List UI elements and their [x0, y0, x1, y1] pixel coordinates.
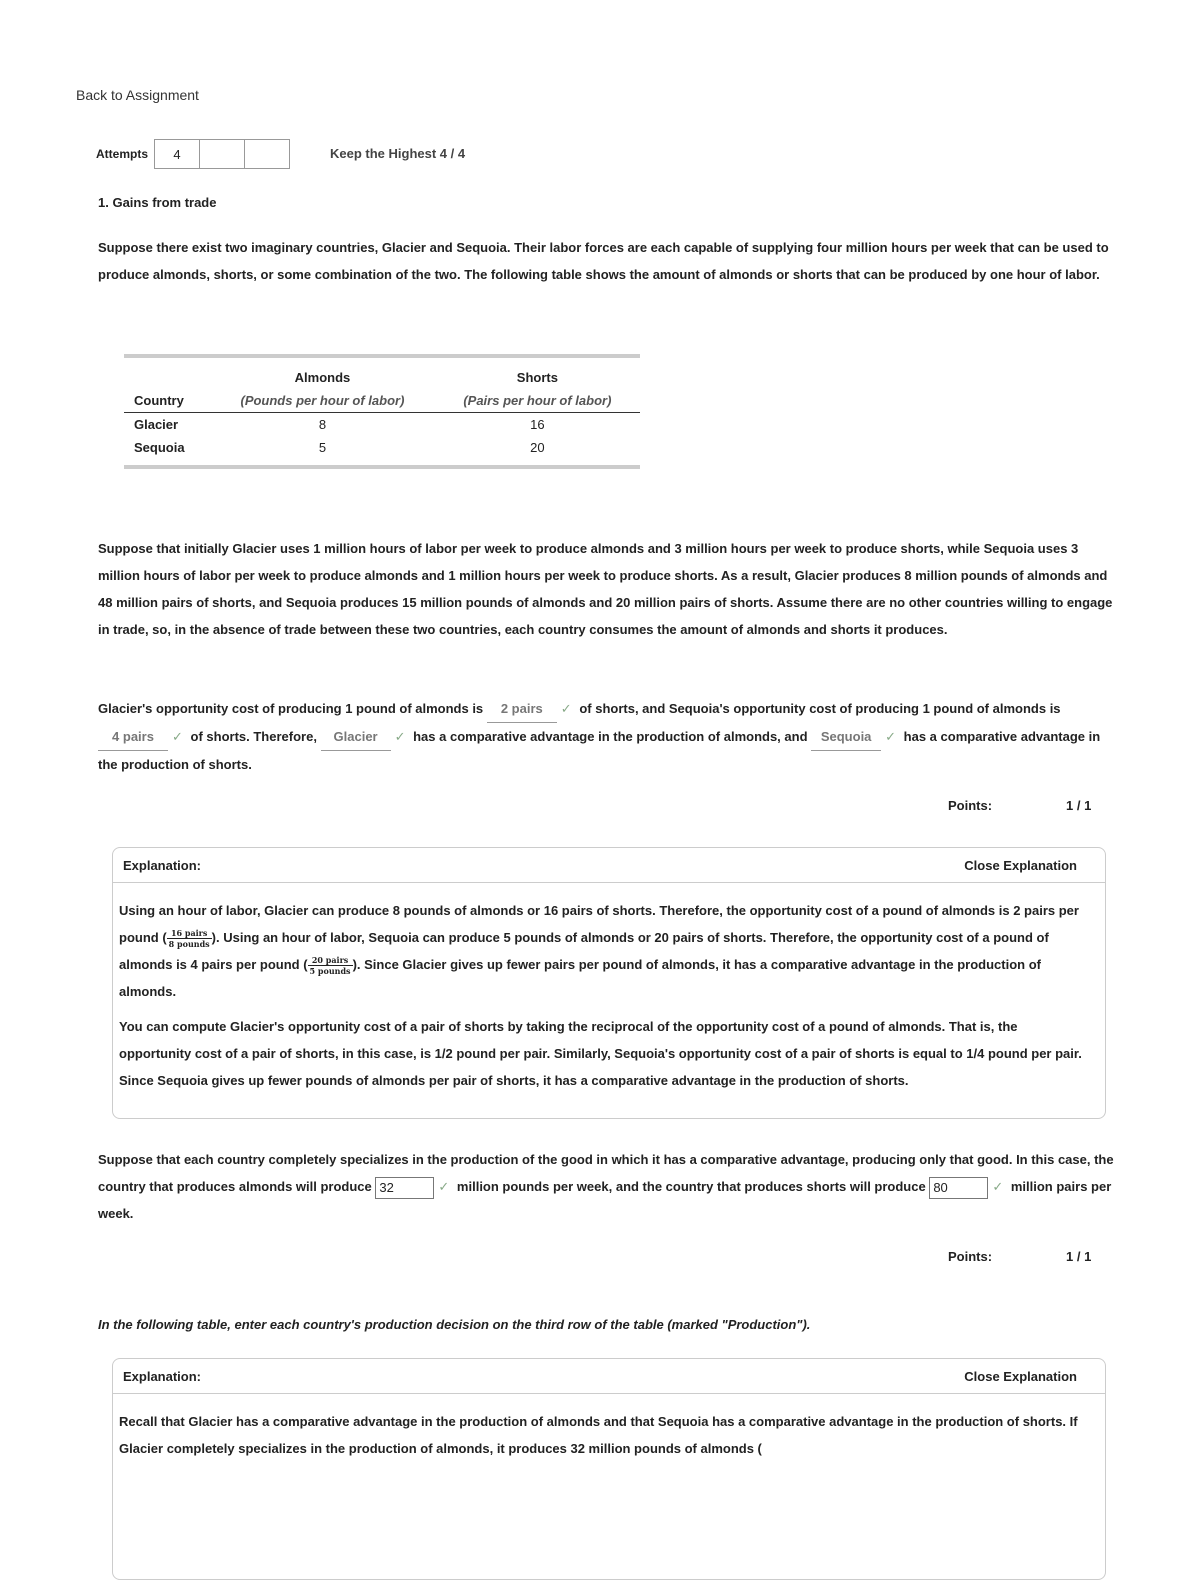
almonds-quantity-input[interactable]: 32: [375, 1177, 434, 1199]
back-to-assignment-link[interactable]: Back to Assignment: [76, 87, 199, 103]
frac-num: 20 pairs: [308, 955, 353, 966]
row-shorts: 20: [530, 440, 545, 455]
points-label: Points:: [948, 1249, 993, 1264]
points-1: [948, 798, 1092, 813]
points-2: [948, 1249, 1092, 1264]
check-icon: ✓: [438, 1179, 450, 1194]
table-row: [124, 436, 640, 459]
q1-text-1: Glacier's opportunity cost of producing 1 pound of almonds is: [98, 701, 484, 716]
q2-text-2: million pounds per week, and the country that produces shorts will produce: [456, 1179, 926, 1194]
question-title: 1. Gains from trade: [98, 195, 217, 210]
points-value: 1 / 1: [1066, 798, 1092, 813]
check-icon: ✓: [172, 729, 183, 744]
q1-text-3: of shorts. Therefore,: [190, 729, 317, 744]
q2-text-3: million pairs per week.: [98, 1179, 1112, 1221]
check-icon: ✓: [394, 729, 406, 744]
row-almonds: 8: [318, 417, 327, 432]
fraction-sequoia: [308, 955, 353, 976]
row-almonds: 5: [318, 440, 327, 455]
attempt-box-1[interactable]: 4: [154, 139, 200, 169]
shorts-quantity-input[interactable]: 80: [929, 1177, 988, 1199]
attempt-box-2[interactable]: [200, 139, 245, 169]
explanation-panel-1: [112, 847, 1106, 1119]
dropdown-sequoia-cost[interactable]: 4 pairs: [98, 723, 168, 751]
instruction-text: In the following table, enter each country's production decision on the third row of the table (marked "Production").: [98, 1317, 811, 1332]
col-country: Country: [124, 389, 210, 413]
frac-num: 16 pairs: [167, 928, 212, 939]
row-country: Sequoia: [134, 440, 185, 455]
check-icon: ✓: [560, 701, 572, 716]
points-value: 1 / 1: [1066, 1249, 1092, 1264]
question-part-1: [98, 695, 1120, 778]
question-intro: Suppose there exist two imaginary countries, Glacier and Sequoia. Their labor forces are each capable of supplying four million hours per week that can be used to produce almonds, shorts, or some combination of the two. The following table shows the amount of almonds or shorts that can be produced by one hour of labor.: [98, 240, 1109, 282]
check-icon: ✓: [885, 729, 897, 744]
close-explanation-button[interactable]: Close Explanation: [964, 1368, 1077, 1384]
row-country: Glacier: [134, 417, 179, 432]
fraction-glacier: [167, 928, 212, 949]
explanation-paragraph-2: You can compute Glacier's opportunity cost of a pair of shorts by taking the reciprocal of the opportunity cost of a pound of almonds. That is, the opportunity cost of a pair of shorts, in this case, is 1/2 pound per pair. Similarly, Sequoia's opportunity cost of a pair of shorts is equal to 1/4 pound per pair. Since Sequoia gives up fewer pounds of almonds per pair of shorts, it has a comparative advantage in the production of shorts.: [119, 1019, 1082, 1088]
col-shorts: Shorts: [516, 370, 558, 385]
q1-text-4: has a comparative advantage in the production of almonds, and: [413, 729, 808, 744]
keep-highest-label: Keep the Highest 4 / 4: [330, 146, 466, 161]
close-explanation-button[interactable]: Close Explanation: [964, 857, 1077, 873]
production-table: [124, 354, 640, 469]
frac-den: 8 pounds: [168, 939, 210, 950]
question-part-2: [98, 1146, 1120, 1227]
dropdown-almonds-advantage[interactable]: Glacier: [321, 723, 391, 751]
check-icon: ✓: [992, 1179, 1004, 1194]
attempts-bar: [96, 139, 290, 169]
col-almonds: Almonds: [294, 370, 351, 385]
dropdown-shorts-advantage[interactable]: Sequoia: [811, 723, 881, 751]
attempt-box-3[interactable]: [245, 139, 290, 169]
explanation-header: Explanation:: [123, 857, 202, 873]
explanation-paragraph-1: Recall that Glacier has a comparative advantage in the production of almonds and that Sequoia has a comparative advantage in the production of shorts. If Glacier completely specializes in the production of almonds, it produces 32 million pounds of almonds (: [119, 1414, 1078, 1456]
attempts-label: Attempts: [96, 147, 149, 161]
q1-text-2: of shorts, and Sequoia's opportunity cost of producing 1 pound of almonds is: [579, 701, 1061, 716]
row-shorts: 16: [530, 417, 545, 432]
explanation-paragraph-1: [119, 897, 1089, 1005]
expl-text-a: Using an hour of labor, Glacier can produce 8 pounds of almonds or 16 pairs of shorts. Therefore, the opportunity cost of a pound of almonds is 2 pairs per pound (: [119, 903, 1079, 945]
col-almonds-unit: (Pounds per hour of labor): [210, 389, 435, 413]
expl-text-c: ). Since Glacier gives up fewer pairs per pound of almonds, it has a comparative advantage in the production of almonds.: [119, 957, 1041, 999]
explanation-panel-2: [112, 1358, 1106, 1580]
scenario-text: Suppose that initially Glacier uses 1 million hours of labor per week to produce almonds and 3 million hours per week to produce shorts, while Sequoia uses 3 million hours of labor per week to produce almonds and 1 million hours per week to produce shorts. As a result, Glacier produces 8 million pounds of almonds and 48 million pairs of shorts, and Sequoia produces 15 million pounds of almonds and 20 million pairs of shorts. Assume there are no other countries willing to engage in trade, so, in the absence of trade between these two countries, each country consumes the amount of almonds and shorts it produces.: [98, 541, 1113, 637]
dropdown-glacier-cost[interactable]: 2 pairs: [487, 695, 557, 723]
explanation-header: Explanation:: [123, 1368, 202, 1384]
q2-text-1: Suppose that each country completely specializes in the production of the good in which it has a comparative advantage, producing only that good. In this case, the country that produces almonds will produce: [98, 1152, 1114, 1194]
frac-den: 5 pounds: [309, 966, 351, 977]
points-label: Points:: [948, 798, 993, 813]
table-row: [124, 413, 640, 437]
col-shorts-unit: (Pairs per hour of labor): [435, 389, 640, 413]
expl-text-b: ). Using an hour of labor, Sequoia can produce 5 pounds of almonds or 20 pairs of shorts. Therefore, the opportunity cost of a pound of almonds is 4 pairs per pound (: [119, 930, 1049, 972]
q1-text-5: has a comparative advantage in the production of shorts.: [98, 729, 1101, 772]
